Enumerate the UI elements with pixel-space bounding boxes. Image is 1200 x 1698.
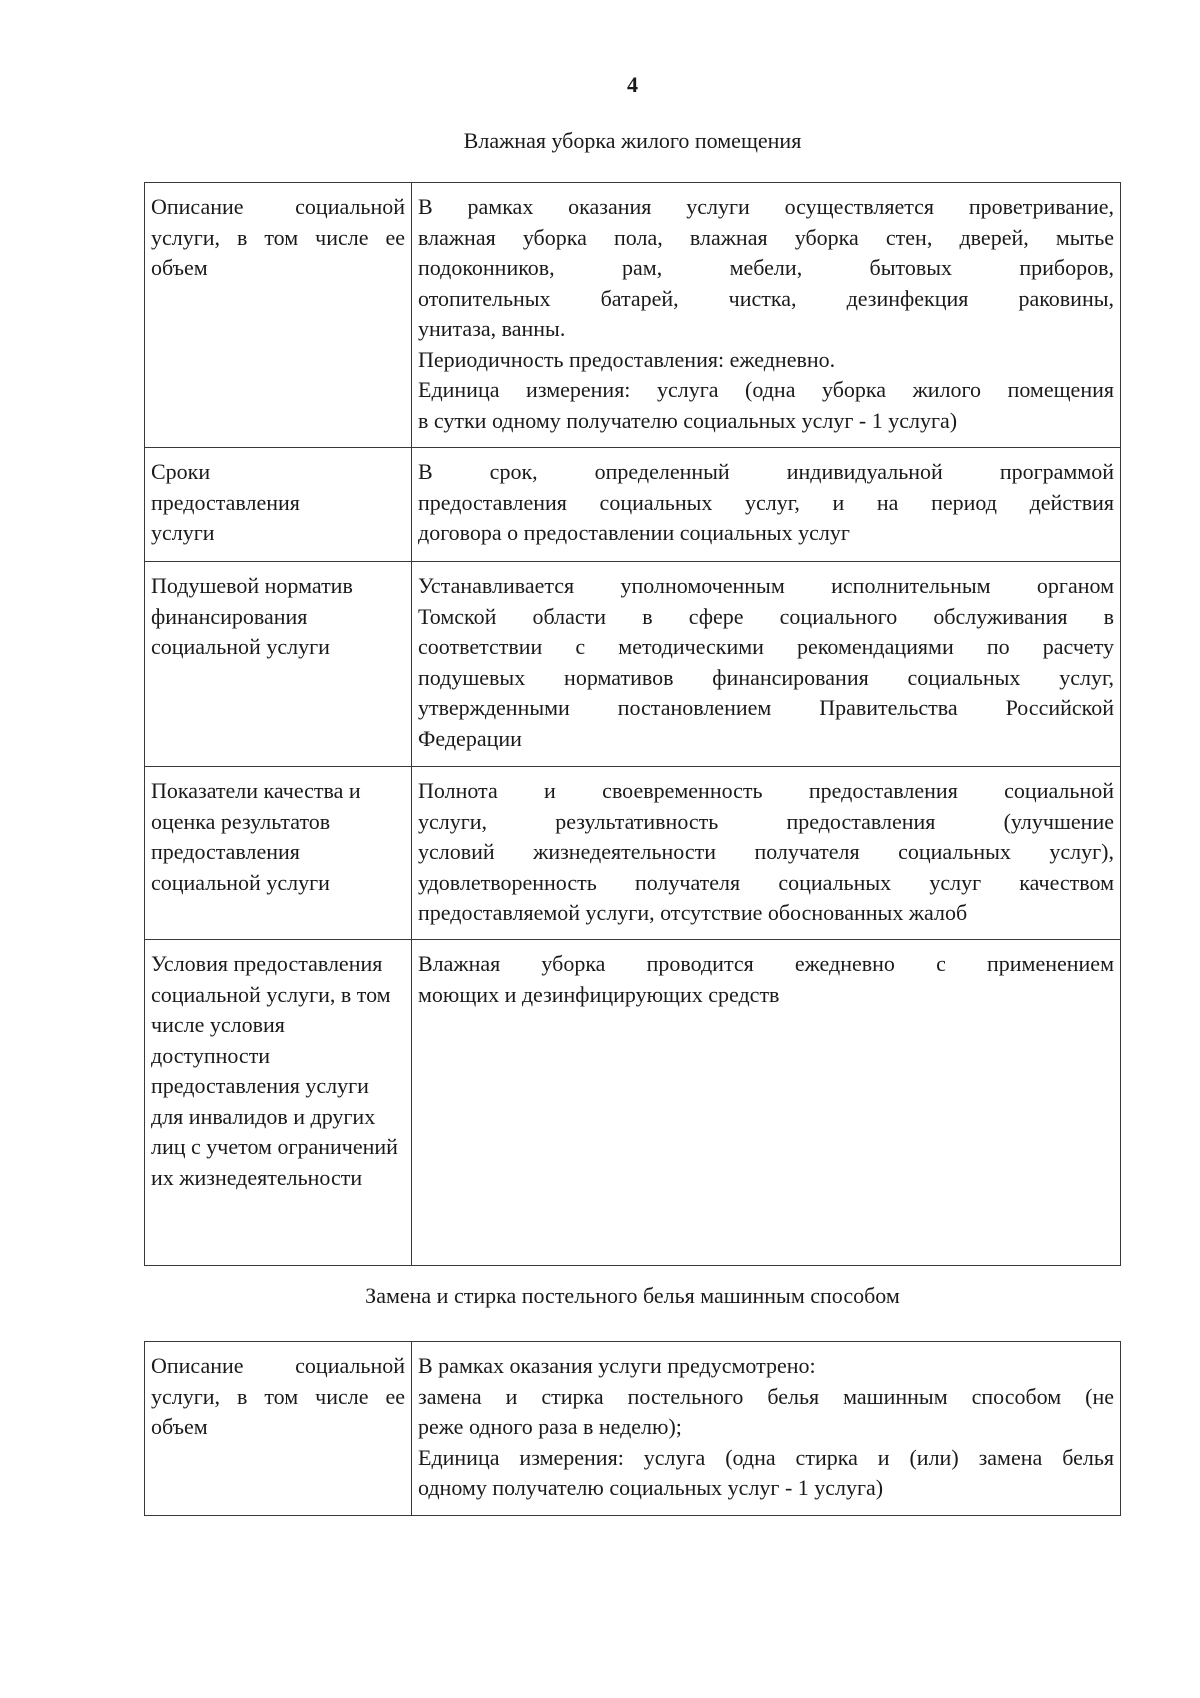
table-row (145, 183, 1121, 448)
text-line: одному получателю социальных услуг - 1 услуга) (418, 1475, 884, 1500)
row-value (412, 767, 1121, 940)
text-line: договора о предоставлении социальных услуг (418, 520, 850, 545)
text-line: Устанавливается уполномоченным исполнительным органом (418, 573, 1114, 598)
row-label: Описание социальной услуги, в том числе ее объем (145, 183, 412, 448)
text-line: В рамках оказания услуги осуществляется проветривание, (418, 194, 1114, 219)
text-line: В рамках оказания услуги предусмотрено: (418, 1353, 816, 1378)
text-line: подоконников, рам, мебели, бытовых приборов, (418, 255, 1114, 280)
wet-cleaning-table (144, 182, 1121, 1266)
row-label: Подушевой норматив финансирования социальной услуги (145, 562, 412, 767)
text-line: предоставляемой услуги, отсутствие обоснованных жалоб (418, 900, 968, 925)
text-line: услуги, результативность предоставления (улучшение (418, 808, 1114, 834)
text-line: влажная уборка пола, влажная уборка стен, дверей, мытье (418, 224, 1114, 250)
row-label: Условия предоставления социальной услуги, в том числе условия доступности предоставления услуги для инвалидов и других лиц с учетом ограничений их жизнедеятельности (145, 940, 412, 1266)
text-line: моющих и дезинфицирующих средств (418, 981, 780, 1007)
row-value (412, 562, 1121, 767)
text-line: Влажная уборка проводится ежедневно с применением (418, 951, 1114, 976)
row-value (412, 1342, 1121, 1516)
text-line: унитаза, ванны. (418, 316, 566, 341)
page-number: 4 (627, 72, 638, 97)
section-title-bed-linen: Замена и стирка постельного белья машинным способом (365, 1283, 900, 1308)
text-line: в сутки одному получателю социальных услуг - 1 услуга) (418, 407, 958, 433)
text-line: подушевых нормативов финансирования социальных услуг, (418, 664, 1114, 690)
text-line: Томской области в сфере социального обслуживания в (418, 603, 1114, 629)
text-line: утвержденными постановлением Правительства Российской (418, 695, 1114, 720)
bed-linen-table (144, 1341, 1121, 1516)
text-line: Единица измерения: услуга (одна стирка и (или) замена белья (418, 1444, 1114, 1470)
text-line: В срок, определенный индивидуальной программой (418, 459, 1114, 484)
text-line: Полнота и своевременность предоставления социальной (418, 778, 1114, 803)
text-line: реже одного раза в неделю); (418, 1414, 682, 1439)
text-line: Федерации (418, 725, 522, 751)
row-label: Показатели качества и оценка результатов предоставления социальной услуги (145, 767, 412, 940)
text-line: замена и стирка постельного белья машинным способом (не (418, 1383, 1114, 1409)
text-line: условий жизнедеятельности получателя социальных услуг), (418, 839, 1114, 864)
row-value (412, 183, 1121, 448)
row-value (412, 940, 1121, 1266)
table-row (145, 562, 1121, 767)
table-row (145, 1342, 1121, 1516)
text-line: отопительных батарей, чистка, дезинфекция раковины, (418, 285, 1114, 311)
text-line: соответствии с методическими рекомендациями по расчету (418, 634, 1114, 659)
table-row (145, 940, 1121, 1266)
table-row (145, 448, 1121, 562)
row-label: Сроки предоставления услуги (145, 448, 412, 562)
text-line: удовлетворенность получателя социальных услуг качеством (418, 869, 1114, 895)
text-line: Периодичность предоставления: ежедневно. (418, 346, 836, 372)
text-line: предоставления социальных услуг, и на период действия (418, 489, 1114, 515)
table-row (145, 767, 1121, 940)
section-title-wet-cleaning: Влажная уборка жилого помещения (463, 128, 802, 153)
row-value (412, 448, 1121, 562)
text-line: Единица измерения: услуга (одна уборка жилого помещения (418, 377, 1114, 402)
row-label: Описание социальной услуги, в том числе ее объем (145, 1342, 412, 1516)
